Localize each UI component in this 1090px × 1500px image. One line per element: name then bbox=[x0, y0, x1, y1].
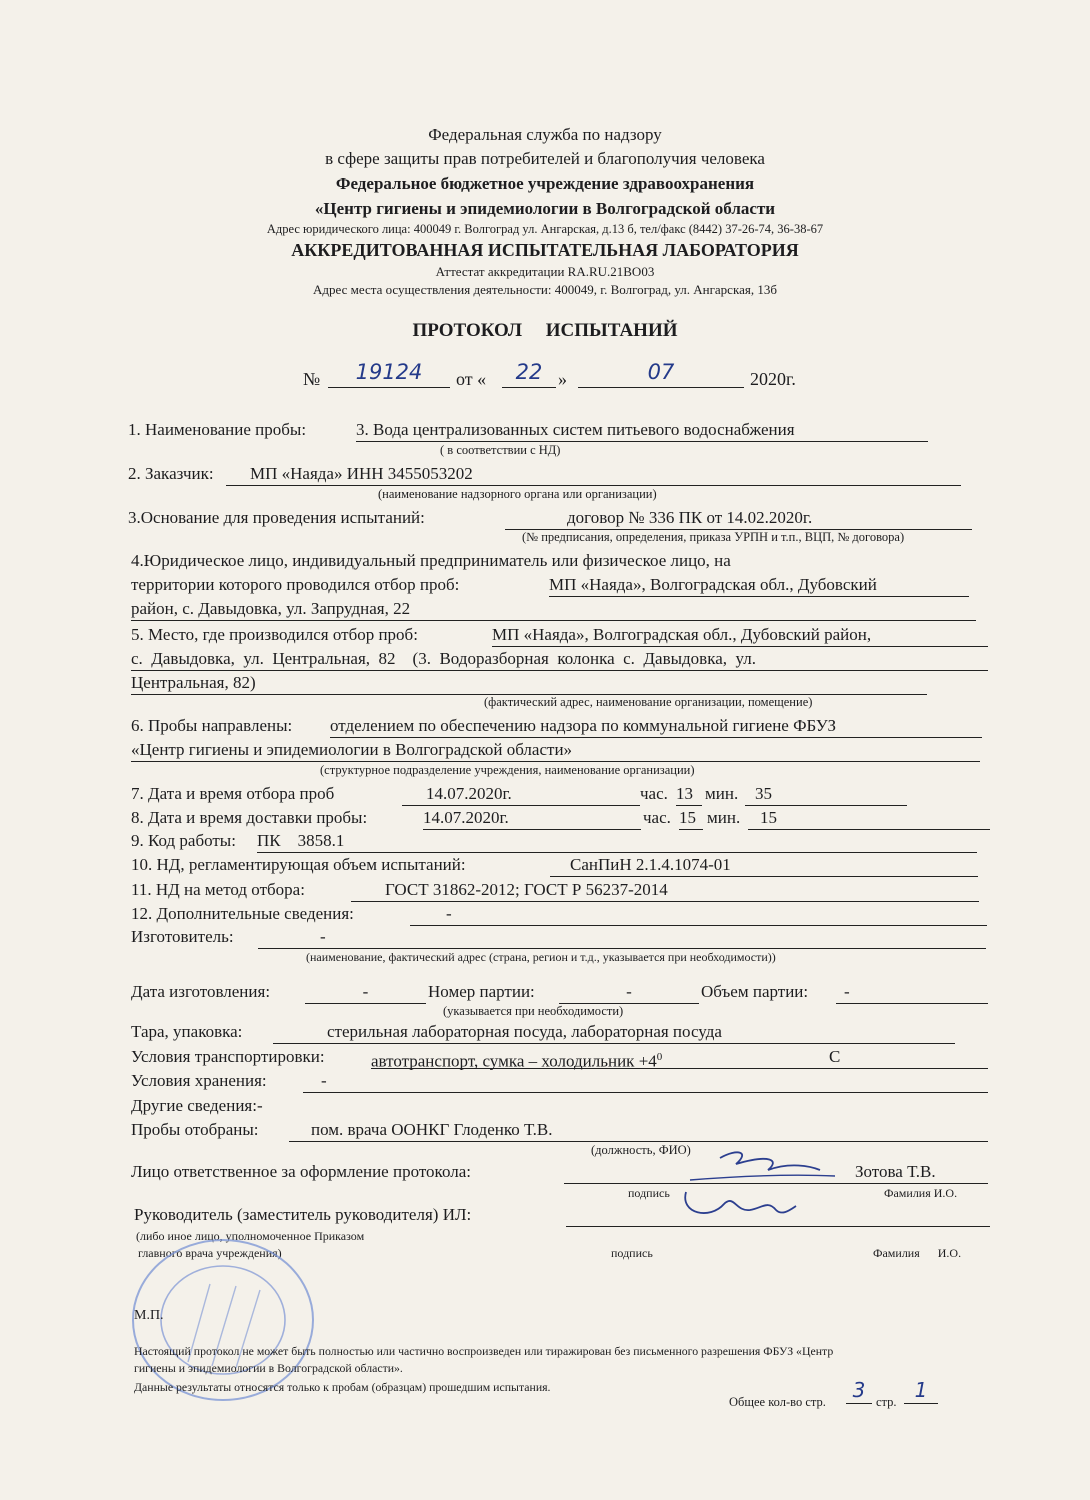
header-line4: «Центр гигиены и эпидемиологии в Волгоградской области bbox=[314, 199, 776, 218]
field-2-label: 2. Заказчик: bbox=[128, 464, 214, 483]
field-9-label: 9. Код работы: bbox=[131, 831, 236, 850]
field-10-value: СанПиН 2.1.4.1074-01 bbox=[550, 854, 978, 877]
field-7-label: 7. Дата и время отбора проб bbox=[131, 784, 335, 803]
pack-label: Тара, упаковка: bbox=[131, 1022, 243, 1041]
header-line1: Федеральная служба по надзору bbox=[428, 125, 662, 144]
field-3-value: договор № 336 ПК от 14.02.2020г. bbox=[505, 507, 972, 530]
taken-label: Пробы отобраны: bbox=[131, 1120, 259, 1139]
protocol-from-label: от « bbox=[456, 369, 487, 389]
field-8-date: 14.07.2020г. bbox=[423, 807, 641, 830]
header-address: Адрес юридического лица: 400049 г. Волгоград ул. Ангарская, д.13 б, тел/факс (8442) 37-26-74, 36-38-67 bbox=[266, 222, 824, 236]
made-date-label: Дата изготовления: bbox=[131, 982, 271, 1001]
field-9-value: ПК 3858.1 bbox=[257, 830, 977, 853]
footer-line3: Данные результаты относятся только к пробам (образцам) прошедшим испытания. bbox=[134, 1380, 551, 1394]
field-7-hour-label: час. bbox=[640, 784, 668, 803]
field-1-note: ( в соответствии с НД) bbox=[440, 443, 561, 457]
volume-label: Объем партии: bbox=[701, 982, 809, 1001]
header-line3: Федеральное бюджетное учреждение здравоохранения bbox=[335, 174, 755, 193]
field-6-line2: «Центр гигиены и эпидемиологии в Волгоградской области» bbox=[131, 739, 980, 762]
protocol-no-label: № bbox=[303, 369, 321, 389]
field-1-label: 1. Наименование пробы: bbox=[128, 420, 307, 439]
batch-label: Номер партии: bbox=[428, 982, 535, 1001]
field-4-value: МП «Наяда», Волгоградская обл., Дубовский bbox=[549, 574, 969, 597]
field-7-date: 14.07.2020г. bbox=[402, 783, 640, 806]
lab-title: АККРЕДИТОВАННАЯ ИСПЫТАТЕЛЬНАЯ ЛАБОРАТОРИЯ bbox=[291, 240, 799, 260]
field-8-hour: 15 bbox=[679, 807, 703, 830]
pages-label: Общее кол-во стр. bbox=[729, 1395, 826, 1409]
head-fio-note: Фамилия И.О. bbox=[873, 1246, 962, 1260]
field-7-hour: 13 bbox=[676, 783, 702, 806]
batch-note: (указывается при необходимости) bbox=[443, 1004, 624, 1018]
batch-value: - bbox=[559, 981, 699, 1004]
activity-address: Адрес места осуществления деятельности: 400049, г. Волгоград, ул. Ангарская, 13б bbox=[313, 282, 777, 297]
field-7-min-label: мин. bbox=[705, 784, 739, 803]
volume-value: - bbox=[836, 981, 988, 1004]
pack-value: стерильная лабораторная посуда, лабораторная посуда bbox=[273, 1021, 955, 1044]
head-sign-note: подпись bbox=[611, 1246, 653, 1260]
storage-label: Условия хранения: bbox=[131, 1071, 267, 1090]
field-4-line1: 4.Юридическое лицо, индивидуальный предприниматель или физическое лицо, на bbox=[131, 551, 731, 570]
field-12-label: 12. Дополнительные сведения: bbox=[131, 904, 354, 923]
field-8-min-label: мин. bbox=[707, 808, 741, 827]
footer-line2: гигиены и эпидемиологии в Волгоградской области». bbox=[134, 1361, 403, 1375]
field-11-value: ГОСТ 31862-2012; ГОСТ Р 56237-2014 bbox=[351, 879, 979, 902]
stamp-label: М.П. bbox=[134, 1308, 164, 1323]
protocol-number: 19124 bbox=[328, 360, 450, 388]
field-8-hour-label: час. bbox=[643, 808, 671, 827]
field-5-line3: Центральная, 82) bbox=[131, 672, 927, 695]
made-date-value: - bbox=[305, 981, 426, 1004]
head-note-2: главного врача учреждения) bbox=[138, 1246, 282, 1260]
protocol-close-quote: » bbox=[558, 369, 567, 389]
other-label: Другие сведения:- bbox=[131, 1096, 263, 1115]
field-8-min: 15 bbox=[748, 807, 990, 830]
field-2-note: (наименование надзорного органа или организации) bbox=[378, 487, 657, 501]
taken-value: пом. врача ООНКГ Глоденко Т.В. bbox=[289, 1119, 988, 1142]
field-6-note: (структурное подразделение учреждения, наименование организации) bbox=[320, 763, 695, 777]
field-6-label: 6. Пробы направлены: bbox=[131, 716, 293, 735]
transport-field bbox=[371, 1046, 988, 1069]
resp-name: Зотова Т.В. bbox=[855, 1161, 988, 1184]
field-4-line3: район, с. Давыдовка, ул. Запрудная, 22 bbox=[131, 598, 976, 621]
field-10-label: 10. НД, регламентирующая объем испытаний: bbox=[131, 855, 466, 874]
field-1-value: 3. Вода централизованных систем питьевого водоснабжения bbox=[356, 419, 928, 442]
head-sign-line bbox=[566, 1204, 990, 1227]
field-5-line2: с. Давыдовка, ул. Центральная, 82 (3. Водоразборная колонка с. Давыдовка, ул. bbox=[131, 648, 988, 671]
footer-line1: Настоящий протокол не может быть полностью или частично воспроизведен или тиражирован без письменного разрешения ФБУЗ «Центр bbox=[134, 1344, 834, 1358]
field-6-value: отделением по обеспечению надзора по коммунальной гигиене ФБУЗ bbox=[330, 715, 982, 738]
field-8-label: 8. Дата и время доставки пробы: bbox=[131, 808, 368, 827]
field-5-label: 5. Место, где производился отбор проб: bbox=[131, 625, 418, 644]
resp-fio-note: Фамилия И.О. bbox=[884, 1186, 958, 1200]
field-7-min: 35 bbox=[745, 783, 907, 806]
taken-note: (должность, ФИО) bbox=[591, 1143, 691, 1157]
head-label: Руководитель (заместитель руководителя) ИЛ: bbox=[134, 1205, 472, 1224]
field-3-label: 3.Основание для проведения испытаний: bbox=[128, 508, 425, 527]
maker-value: - bbox=[258, 926, 986, 949]
storage-value: - bbox=[303, 1070, 988, 1093]
transport-unit: С bbox=[829, 1047, 841, 1066]
transport-value: автотранспорт, сумка – холодильник +4 bbox=[371, 1051, 657, 1071]
field-11-label: 11. НД на метод отбора: bbox=[131, 880, 305, 899]
maker-note: (наименование, фактический адрес (страна, регион и т.д., указывается при необходимости)) bbox=[306, 950, 776, 964]
transport-degree: 0 bbox=[656, 1051, 663, 1063]
resp-label: Лицо ответственное за оформление протокола: bbox=[131, 1162, 471, 1181]
attestat: Аттестат аккредитации RA.RU.21ВО03 bbox=[435, 264, 655, 279]
field-12-value: - bbox=[410, 903, 987, 926]
resp-sign-note: подпись bbox=[628, 1186, 670, 1200]
head-note-1: (либо иное лицо, уполномоченное Приказом bbox=[136, 1229, 365, 1243]
field-4-label: территории которого проводился отбор проб: bbox=[131, 575, 460, 594]
page-number: 1 bbox=[904, 1378, 938, 1404]
protocol-year: 2020г. bbox=[750, 369, 796, 389]
protocol-month: 07 bbox=[578, 360, 744, 388]
protocol-day: 22 bbox=[502, 360, 556, 388]
field-2-value: МП «Наяда» ИНН 3455053202 bbox=[226, 463, 961, 486]
page-title: ПРОТОКОЛ ИСПЫТАНИЙ bbox=[412, 320, 678, 341]
field-5-value: МП «Наяда», Волгоградская обл., Дубовский район, bbox=[492, 624, 988, 647]
page-label: стр. bbox=[876, 1395, 897, 1409]
maker-label: Изготовитель: bbox=[131, 927, 234, 946]
field-3-note: (№ предписания, определения, приказа УРПН и т.п., ВЦП, № договора) bbox=[522, 530, 905, 544]
pages-total: 3 bbox=[846, 1378, 872, 1404]
header-line2: в сфере защиты прав потребителей и благополучия человека bbox=[325, 149, 765, 168]
field-5-note: (фактический адрес, наименование организации, помещение) bbox=[484, 695, 813, 709]
transport-label: Условия транспортировки: bbox=[131, 1047, 325, 1066]
